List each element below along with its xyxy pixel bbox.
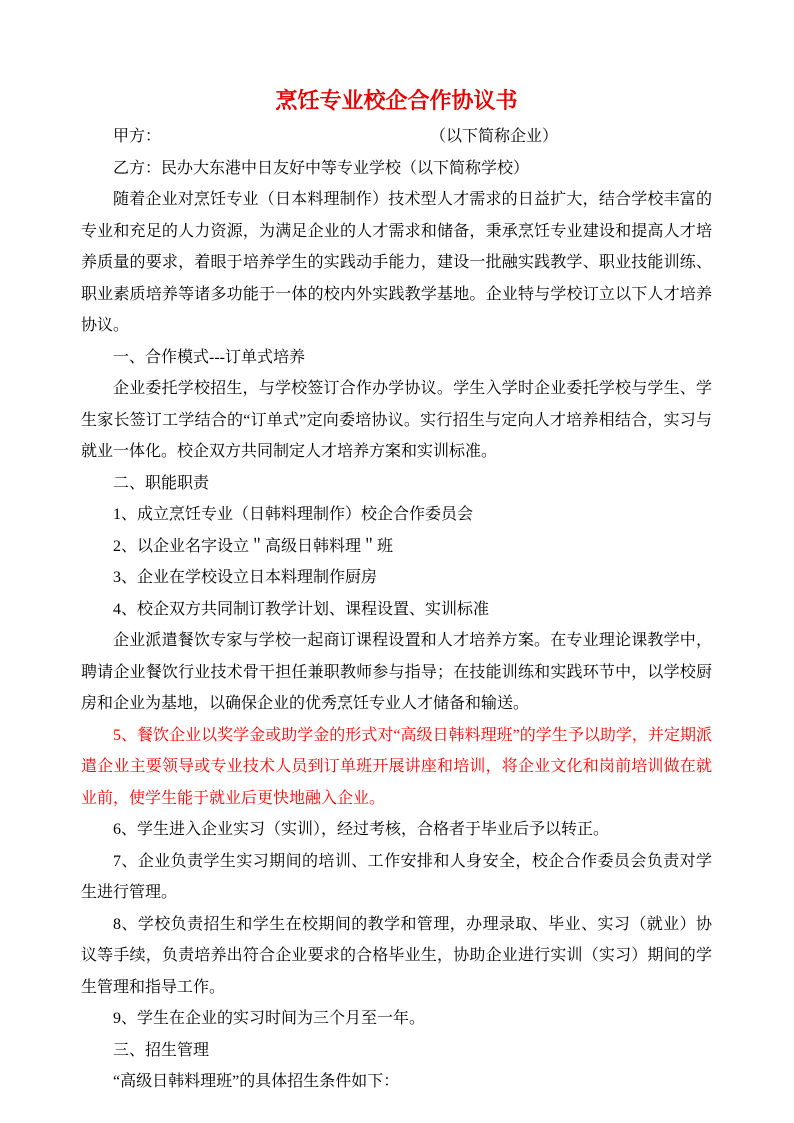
item-3: 3、企业在学校设立日本料理制作厨房 (113, 569, 378, 586)
item-4-detail: 企业派遣餐饮专家与学校一起商订课程设置和人才培养方案。在专业理论课教学中，聘请企业餐饮行业技术骨干担任兼职教师参与指导；在技能训练和实践环节中，以学校厨房和企业为基地，以确保企业的优秀烹饪专业人才储备和输送。 (81, 632, 712, 712)
section-1-body: 企业委托学校招生，与学校签订合作办学协议。学生入学时企业委托学校与学生、学生家长签订工学结合的“订单式”定向委培协议。实行招生与定向人才培养相结合，实习与就业一体化。校企双方共同制定人才培养方案和实训标准。 (81, 380, 712, 460)
party-a-line-label: 甲方： (113, 128, 162, 145)
item-5: 5、餐饮企业以奖学金或助学金的形式对“高级日韩料理班”的学生予以助学，并定期派遣企业主要领导或专业技术人员到订单班开展讲座和培训，将企业文化和岗前培训做在就业前，使学生能于就业后更快地融入企业。 (81, 726, 712, 807)
item-1: 1、成立烹饪专业（日韩料理制作）校企合作委员会 (113, 506, 474, 523)
document-title: 烹饪专业校企合作协议书 (275, 88, 518, 113)
section-1-heading: 一、合作模式---订单式培养 (113, 348, 305, 366)
item-6: 6、学生进入企业实习（实训），经过考核，合格者于毕业后予以转正。 (113, 821, 610, 838)
document-body (81, 121, 712, 1098)
party-a-line (81, 121, 712, 153)
item-4: 4、校企双方共同制订教学计划、课程设置、实训标准 (113, 600, 490, 618)
item-7: 7、企业负责学生实习期间的培训、工作安排和人身安全，校企合作委员会负责对学生进行管理。 (81, 852, 712, 901)
party-a-line-abbrev: （以下简称企业） (430, 128, 559, 145)
section-2-heading: 二、职能职责 (113, 474, 210, 492)
section-3-heading: 三、招生管理 (113, 1041, 210, 1059)
item-9: 9、学生在企业的实习时间为三个月至一年。 (113, 1010, 426, 1027)
recruitment-intro: “高级日韩料理班”的具体招生条件如下： (113, 1073, 400, 1090)
intro-paragraph: 随着企业对烹饪专业（日本料理制作）技术型人才需求的日益扩大，结合学校丰富的专业和充足的人力资源，为满足企业的人才需求和储备，秉承烹饪专业建设和提高人才培养质量的要求，着眼于培养学生的实践动手能力，建设一批融实践教学、职业技能训练、职业素质培养等诸多功能于一体的校内外实践教学基地。企业特与学校订立以下人才培养协议。 (81, 191, 712, 334)
item-2: 2、以企业名字设立＂高级日韩料理＂班 (113, 537, 394, 555)
item-8: 8、学校负责招生和学生在校期间的教学和管理，办理录取、毕业、实习（就业）协议等手续，负责培养出符合企业要求的合格毕业生，协助企业进行实训（实习）期间的学生管理和指导工作。 (81, 915, 712, 996)
party-b-line: 乙方：民办大东港中日友好中等专业学校（以下简称学校） (113, 159, 530, 177)
